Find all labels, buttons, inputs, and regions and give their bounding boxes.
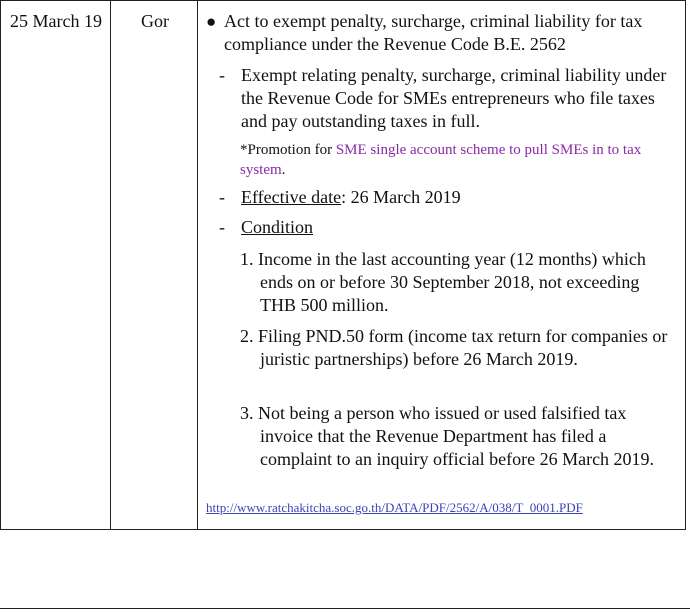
bullet-text: Act to exempt penalty, surcharge, criminal liability for tax compliance under the Revenue Code B.E. 2562 — [224, 11, 643, 54]
column-divider — [110, 1, 111, 529]
note-prefix: *Promotion for — [240, 142, 336, 158]
note-suffix: . — [281, 162, 286, 178]
promotion-note — [240, 140, 678, 180]
condition-item: 3. Not being a person who issued or used falsified tax invoice that the Revenue Department has filed a complaint to an inquiry official before 26 March 2019. — [240, 403, 655, 469]
page-bottom-rule — [0, 608, 690, 609]
gazette-link[interactable]: http://www.ratchakitcha.soc.go.th/DATA/PDF/2562/A/038/T_0001.PDF — [206, 500, 583, 515]
dash-icon: - — [219, 65, 225, 85]
dash-item-effective-date — [200, 186, 684, 210]
effective-date-line — [241, 186, 676, 209]
condition-line — [241, 216, 676, 239]
dash-item-condition — [200, 216, 684, 240]
agency-cell: Gor — [141, 11, 169, 31]
bullet-icon: ● — [206, 12, 217, 31]
dash-item-exemption — [200, 64, 684, 136]
effective-date-label: Effective date — [241, 187, 342, 207]
note-highlight: SME single account scheme to pull SMEs in to tax system — [240, 142, 642, 178]
date-cell: 25 March 19 — [10, 11, 102, 31]
column-divider — [197, 1, 198, 529]
dash-icon: - — [219, 187, 225, 207]
effective-date-value: : 26 March 2019 — [341, 187, 461, 207]
dash-icon: - — [219, 217, 225, 237]
condition-label: Condition — [241, 217, 314, 237]
exemption-text: Exempt relating penalty, surcharge, criminal liability under the Revenue Code for SMEs entrepreneurs who file taxes and pay outstanding taxes in full. — [241, 65, 667, 131]
bullet-item — [200, 10, 684, 60]
condition-item: 1. Income in the last accounting year (12 months) which ends on or before 30 September 2018, not exceeding THB 500 million. — [240, 249, 646, 315]
condition-item: 2. Filing PND.50 form (income tax return for companies or juristic partnerships) before 26 March 2019. — [240, 326, 668, 369]
